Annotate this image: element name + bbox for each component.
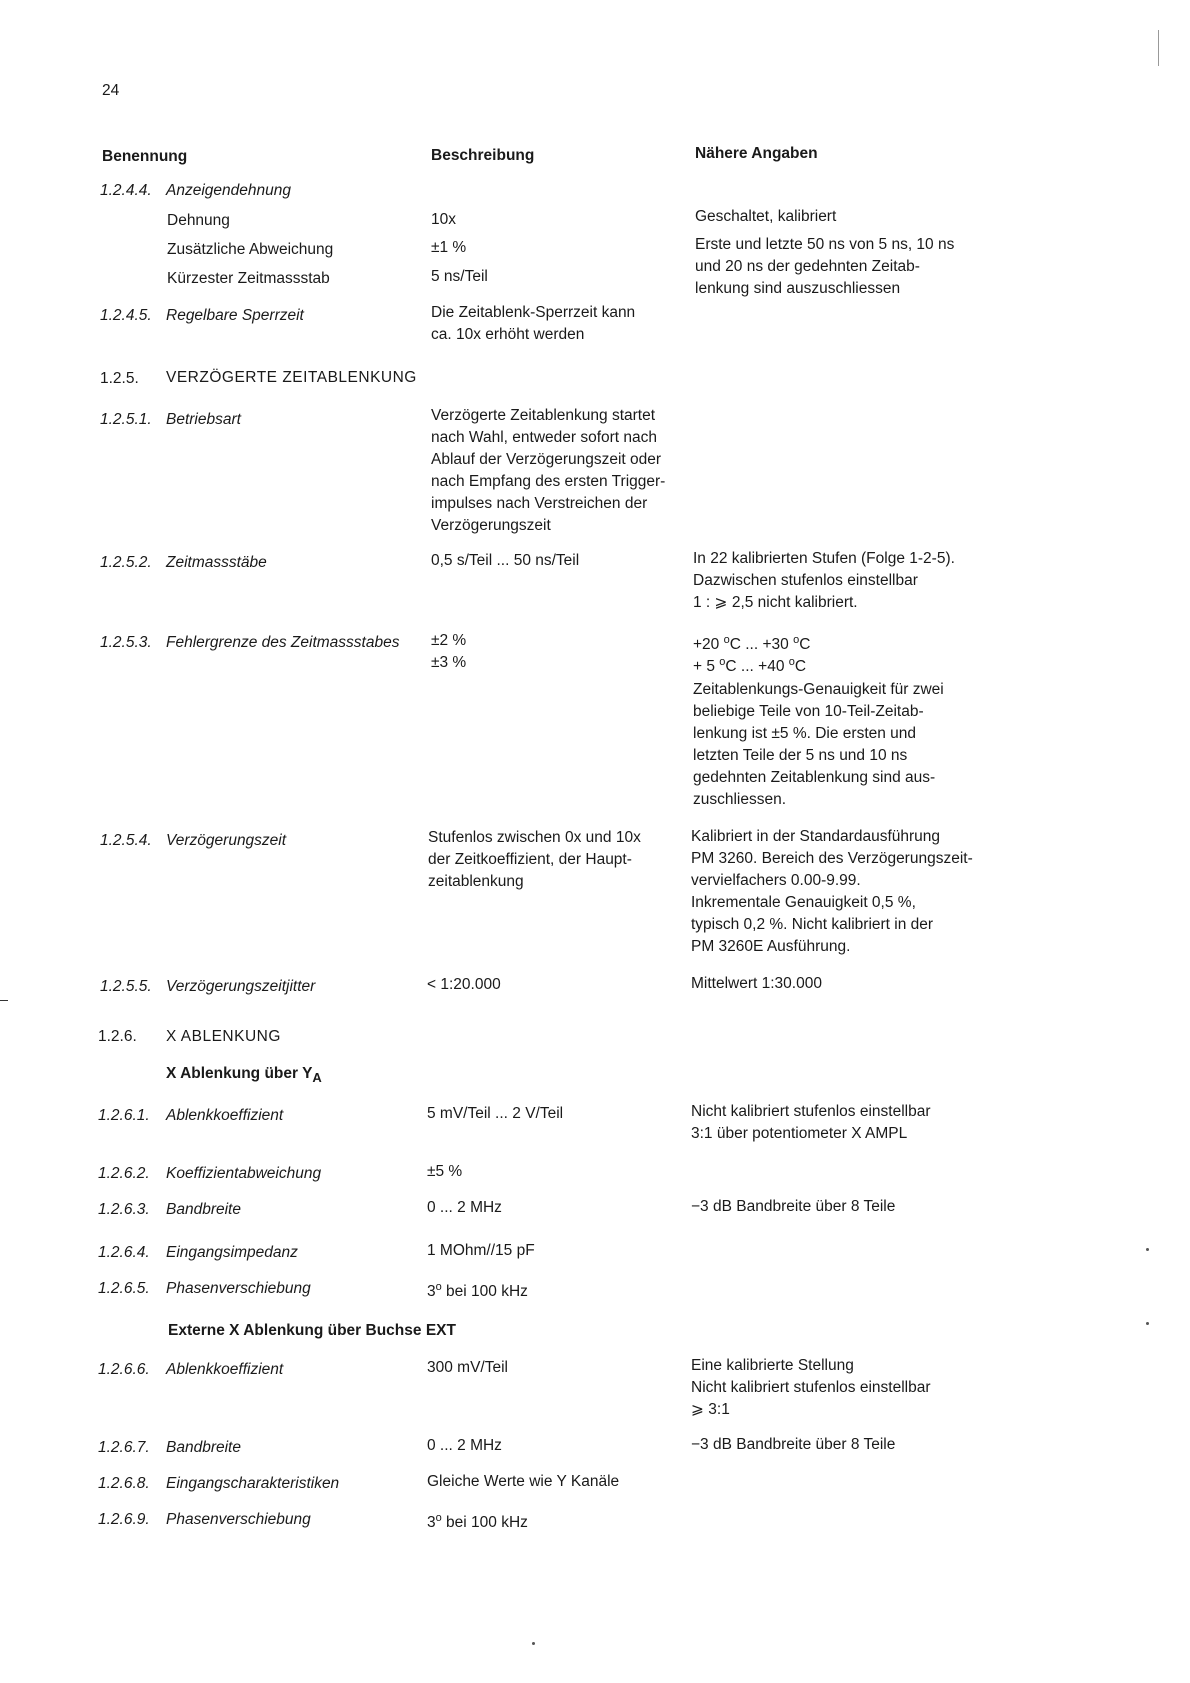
- item-title-1244: Anzeigendehnung: [166, 182, 291, 199]
- item-title-1266: Ablenkkoeffizient: [166, 1361, 284, 1378]
- item-number-1265: 1.2.6.5.: [98, 1280, 150, 1297]
- item-title-1261: Ablenkkoeffizient: [166, 1107, 284, 1124]
- item-number-1268: 1.2.6.8.: [98, 1475, 150, 1492]
- desc-1254: Stufenlos zwischen 0x und 10x der Zeitkoeffizient, der Haupt- zeitablenkung: [428, 829, 641, 890]
- item-number-1251: 1.2.5.1.: [100, 411, 152, 428]
- item-number-1252: 1.2.5.2.: [100, 554, 152, 571]
- desc-1267: 0 ... 2 MHz: [427, 1437, 502, 1454]
- note-1263: −3 dB Bandbreite über 8 Teile: [691, 1198, 896, 1215]
- desc-1268: Gleiche Werte wie Y Kanäle: [427, 1473, 620, 1490]
- desc-1264: 1 MOhm//15 pF: [427, 1242, 535, 1259]
- temp-range-2: + 5 $^o$C ... +40 $^o$C: [693, 656, 807, 675]
- item-title-1262: Koeffizientabweichung: [166, 1165, 322, 1182]
- desc-1253: ±2 % ±3 %: [431, 632, 467, 671]
- item-number-1262: 1.2.6.2.: [98, 1165, 150, 1182]
- item-number-1267: 1.2.6.7.: [98, 1439, 150, 1456]
- item-title-1252: Zeitmassstäbe: [166, 554, 267, 571]
- row-value-abweichung: ±1 %: [431, 239, 467, 256]
- note-1254: Kalibriert in der Standardausführung PM 3260. Bereich des Verzögerungszeit- vervielfachers 0.00-9.99. Inkrementale Genauigkeit 0,5 %, typisch 0,2 %. Nicht kalibriert in der PM 3260E Ausführung.: [691, 828, 973, 955]
- desc-1245: Die Zeitablenk-Sperrzeit kann ca. 10x erhöht werden: [431, 304, 636, 343]
- scan-speck: [1146, 1322, 1149, 1325]
- note-1266: Eine kalibrierte Stellung Nicht kalibriert stufenlos einstellbar ⩾ 3:1: [691, 1357, 931, 1418]
- header-naehere-angaben: Nähere Angaben: [695, 145, 818, 162]
- section-title-126: X ABLENKUNG: [166, 1028, 281, 1045]
- row-label-dehnung: Dehnung: [167, 212, 230, 229]
- item-number-1261: 1.2.6.1.: [98, 1107, 150, 1124]
- scan-speck: [1146, 1248, 1149, 1251]
- item-title-1251: Betriebsart: [166, 411, 241, 428]
- item-title-1268: Eingangscharakteristiken: [166, 1475, 340, 1492]
- desc-1262: ±5 %: [427, 1163, 463, 1180]
- item-number-1264: 1.2.6.4.: [98, 1244, 150, 1261]
- note-1253: Zeitablenkungs-Genauigkeit für zwei beliebige Teile von 10-Teil-Zeitab- lenkung ist ±5 %. Die ersten und letzten Teile der 5 ns und 10 ns gedehnten Zeitablenkung sind aus- zuschliessen.: [693, 681, 944, 808]
- item-title-1254: Verzögerungszeit: [166, 832, 287, 849]
- scan-mark: [1158, 30, 1159, 66]
- item-number-1269: 1.2.6.9.: [98, 1511, 150, 1528]
- item-title-1253: Fehlergrenze des Zeitmassstabes: [166, 634, 400, 651]
- note-1252: In 22 kalibrierten Stufen (Folge 1-2-5). Dazwischen stufenlos einstellbar 1 : ⩾ 2,5 nicht kalibriert.: [693, 550, 955, 611]
- desc-1265: 3$^o$ bei 100 kHz: [427, 1281, 528, 1300]
- row-label-zeitmassstab: Kürzester Zeitmassstab: [167, 270, 330, 287]
- note-1267: −3 dB Bandbreite über 8 Teile: [691, 1436, 896, 1453]
- scan-speck: [532, 1642, 535, 1645]
- desc-1269: 3$^o$ bei 100 kHz: [427, 1512, 528, 1531]
- temp-range-1: +20 $^o$C ... +30 $^o$C: [693, 634, 811, 653]
- desc-1252: 0,5 s/Teil ... 50 ns/Teil: [431, 552, 580, 569]
- item-title-1263: Bandbreite: [166, 1201, 241, 1218]
- note-1261: Nicht kalibriert stufenlos einstellbar 3:1 über potentiometer X AMPL: [691, 1103, 931, 1142]
- desc-1261: 5 mV/Teil ... 2 V/Teil: [427, 1105, 564, 1122]
- item-number-1266: 1.2.6.6.: [98, 1361, 150, 1378]
- desc-1255: < 1:20.000: [427, 976, 501, 993]
- row-value-dehnung: 10x: [431, 211, 456, 228]
- section-number-125: 1.2.5.: [100, 370, 139, 387]
- note-1244-a: Geschaltet, kalibriert: [695, 208, 837, 225]
- desc-1251: Verzögerte Zeitablenkung startet nach Wahl, entweder sofort nach Ablauf der Verzögerungszeit oder nach Empfang des ersten Trigger- impulses nach Verstreichen der Verzögerungszeit: [431, 407, 666, 534]
- header-beschreibung: Beschreibung: [431, 147, 535, 164]
- row-value-zeitmassstab: 5 ns/Teil: [431, 268, 488, 285]
- desc-1266: 300 mV/Teil: [427, 1359, 508, 1376]
- item-title-1264: Eingangsimpedanz: [166, 1244, 298, 1261]
- item-title-1267: Bandbreite: [166, 1439, 241, 1456]
- item-number-1255: 1.2.5.5.: [100, 978, 152, 995]
- item-title-1269: Phasenverschiebung: [166, 1511, 311, 1528]
- desc-1263: 0 ... 2 MHz: [427, 1199, 502, 1216]
- item-title-1255: Verzögerungszeitjitter: [166, 978, 316, 995]
- item-title-1265: Phasenverschiebung: [166, 1280, 311, 1297]
- item-number-1253: 1.2.5.3.: [100, 634, 152, 651]
- page-number: 24: [102, 82, 120, 99]
- row-label-abweichung: Zusätzliche Abweichung: [167, 241, 334, 258]
- item-number-1254: 1.2.5.4.: [100, 832, 152, 849]
- item-number-1244: 1.2.4.4.: [100, 182, 152, 199]
- section-title-125: VERZÖGERTE ZEITABLENKUNG: [166, 369, 417, 386]
- subheading-x-ablenkung: X Ablenkung über $Y_A$: [166, 1065, 322, 1085]
- item-number-1263: 1.2.6.3.: [98, 1201, 150, 1218]
- item-number-1245: 1.2.4.5.: [100, 307, 152, 324]
- section-number-126: 1.2.6.: [98, 1028, 137, 1045]
- scan-line-mark: [0, 1000, 8, 1001]
- subheading-externe-x-ablenkung: Externe X Ablenkung über Buchse EXT: [168, 1322, 456, 1339]
- note-1255: Mittelwert 1:30.000: [691, 975, 822, 992]
- header-benennung: Benennung: [102, 148, 188, 165]
- item-title-1245: Regelbare Sperrzeit: [166, 307, 304, 324]
- note-1244-b: Erste und letzte 50 ns von 5 ns, 10 ns und 20 ns der gedehnten Zeitab- lenkung sind auszuschliessen: [695, 236, 955, 297]
